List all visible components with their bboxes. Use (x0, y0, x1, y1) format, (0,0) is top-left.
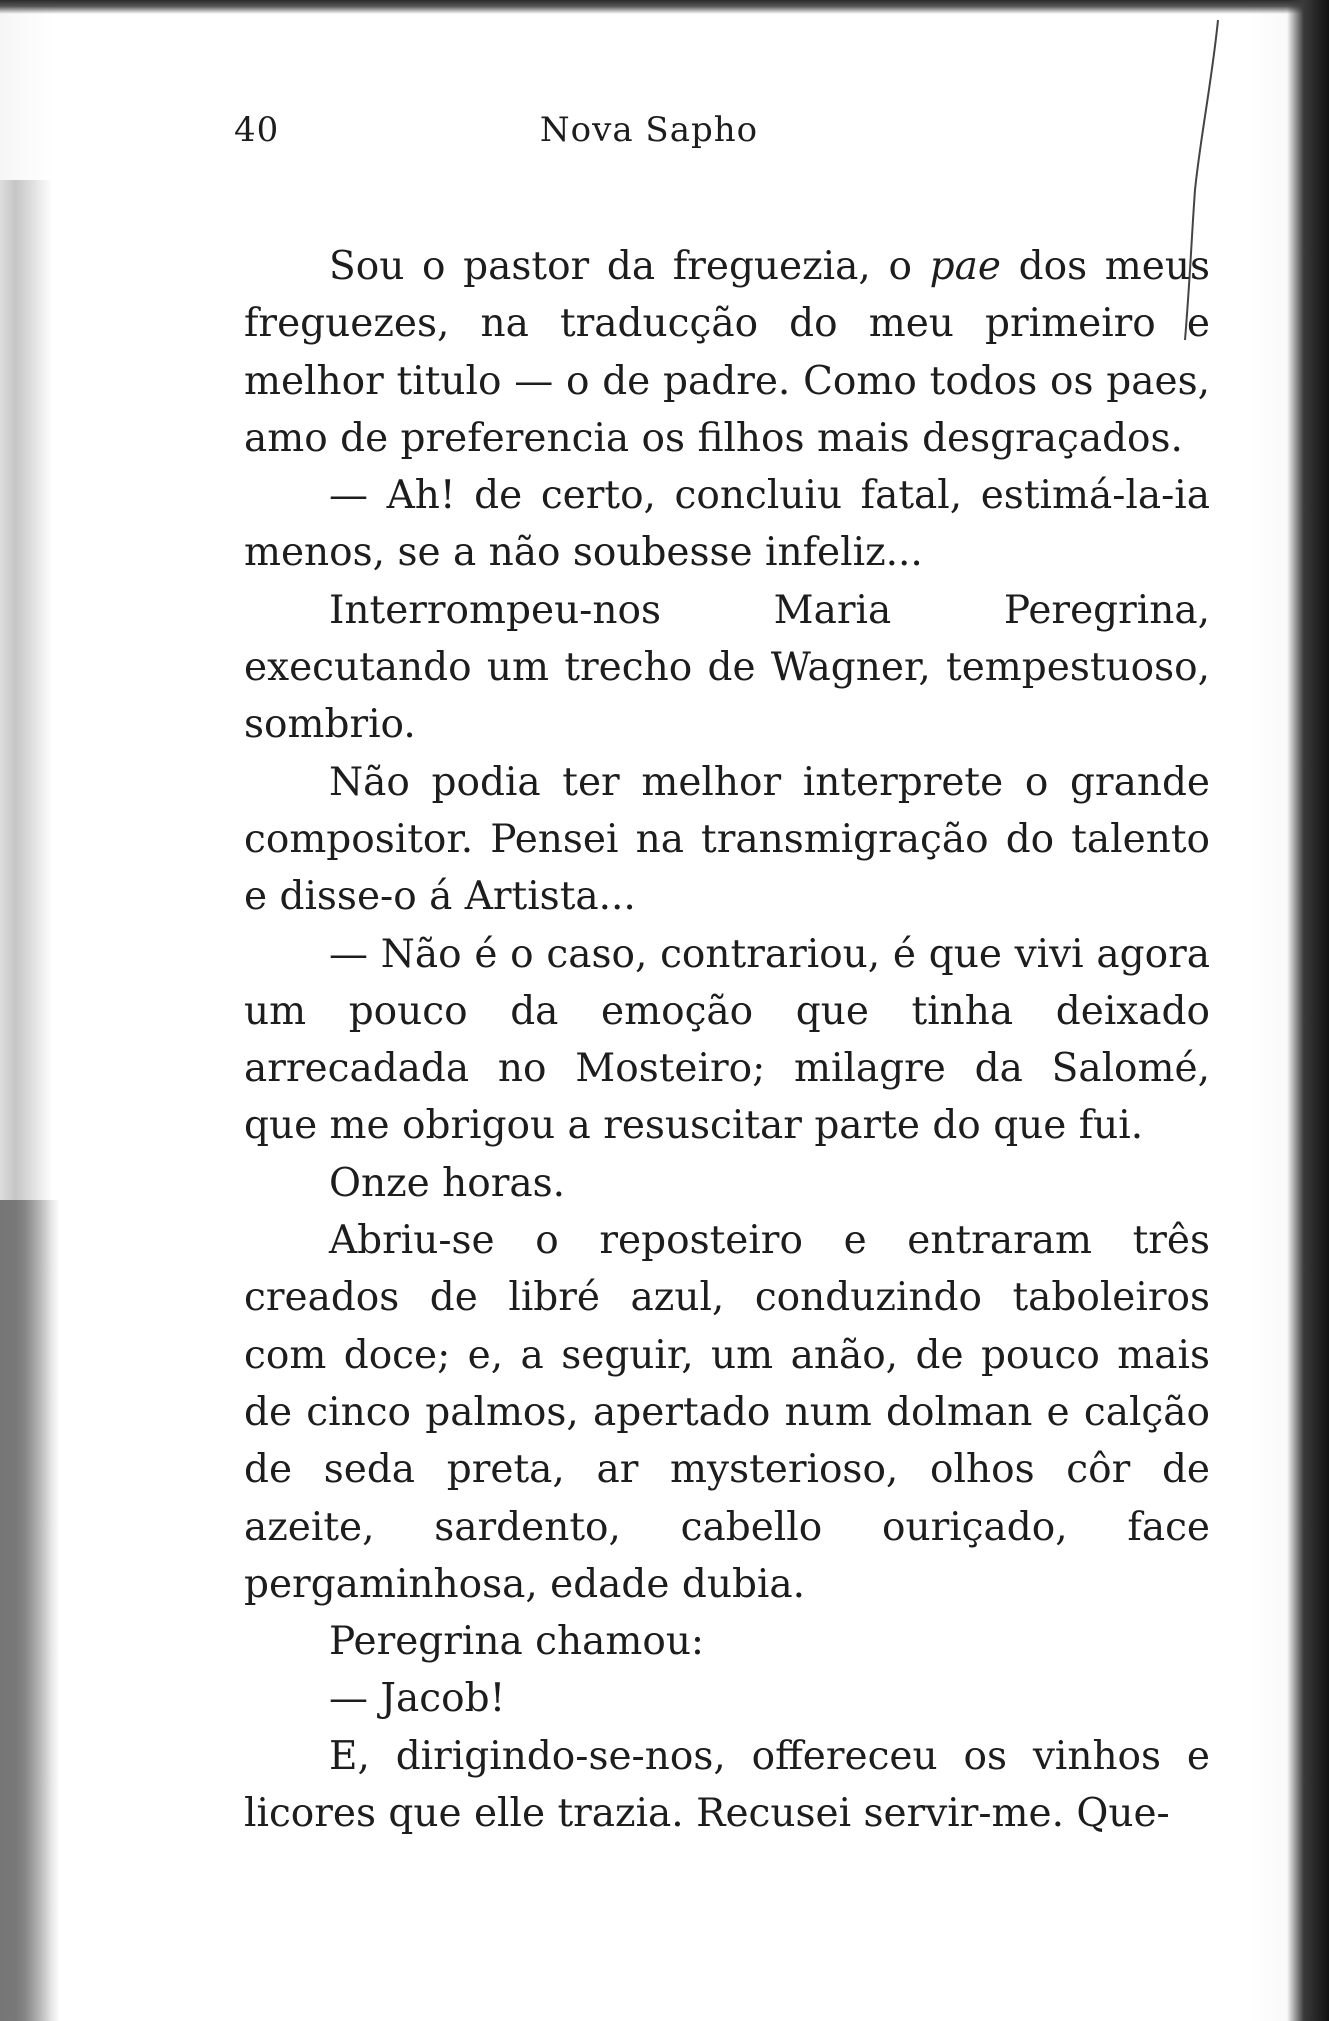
paragraph: — Não é o caso, contrariou, é que vivi agora um pouco da emoção que tinha deixado arrecadada no Mosteiro; milagre da Salomé, que me obrigou a resuscitar parte do que fui. (244, 931, 1210, 1149)
emphasized-word: pae (929, 244, 1001, 289)
text-run: dos meus freguezes, na traducção do meu primeiro e melhor titulo — o de padre. Como todos os paes, amo de preferencia os filhos mais desgraçados. (244, 244, 1211, 461)
paragraph: — Ah! de certo, concluiu fatal, estimá-la-ia menos, se a não soubesse infeliz... (244, 473, 1210, 576)
scan-shadow-left-lower (0, 1200, 60, 2021)
paragraph: Não podia ter melhor interprete o grande compositor. Pensei na transmigração do talento e disse-o á Artista... (244, 759, 1210, 920)
text-run: Sou o pastor da freguezia, o (329, 244, 930, 289)
paragraph: Abriu-se o reposteiro e entraram três creados de libré azul, conduzindo taboleiros com doce; e, a seguir, um anão, de pouco mais de cinco palmos, apertado num dolman e calção de seda preta, ar mysterioso, olhos côr de azeite, sardento, cabello ouriçado, face pergaminhosa, edade dubia. (244, 1218, 1210, 1607)
page-header (234, 110, 1064, 160)
scan-shadow-right (1287, 0, 1329, 2021)
body-text (244, 238, 1210, 1842)
paragraph: — Jacob! (329, 1676, 506, 1722)
paragraph: Peregrina chamou: (329, 1619, 705, 1665)
paragraph: Onze horas. (329, 1160, 566, 1206)
scan-shadow-top (0, 0, 1329, 14)
running-title: Nova Sapho (539, 110, 759, 150)
paragraph (244, 238, 1210, 467)
page-number: 40 (234, 110, 280, 150)
paragraph: Interrompeu-nos Maria Peregrina, executando um trecho de Wagner, tempestuoso, sombrio. (244, 587, 1210, 748)
paragraph: E, dirigindo-se-nos, offereceu os vinhos e licores que elle trazia. Recusei servir-me. Que- (244, 1733, 1210, 1837)
